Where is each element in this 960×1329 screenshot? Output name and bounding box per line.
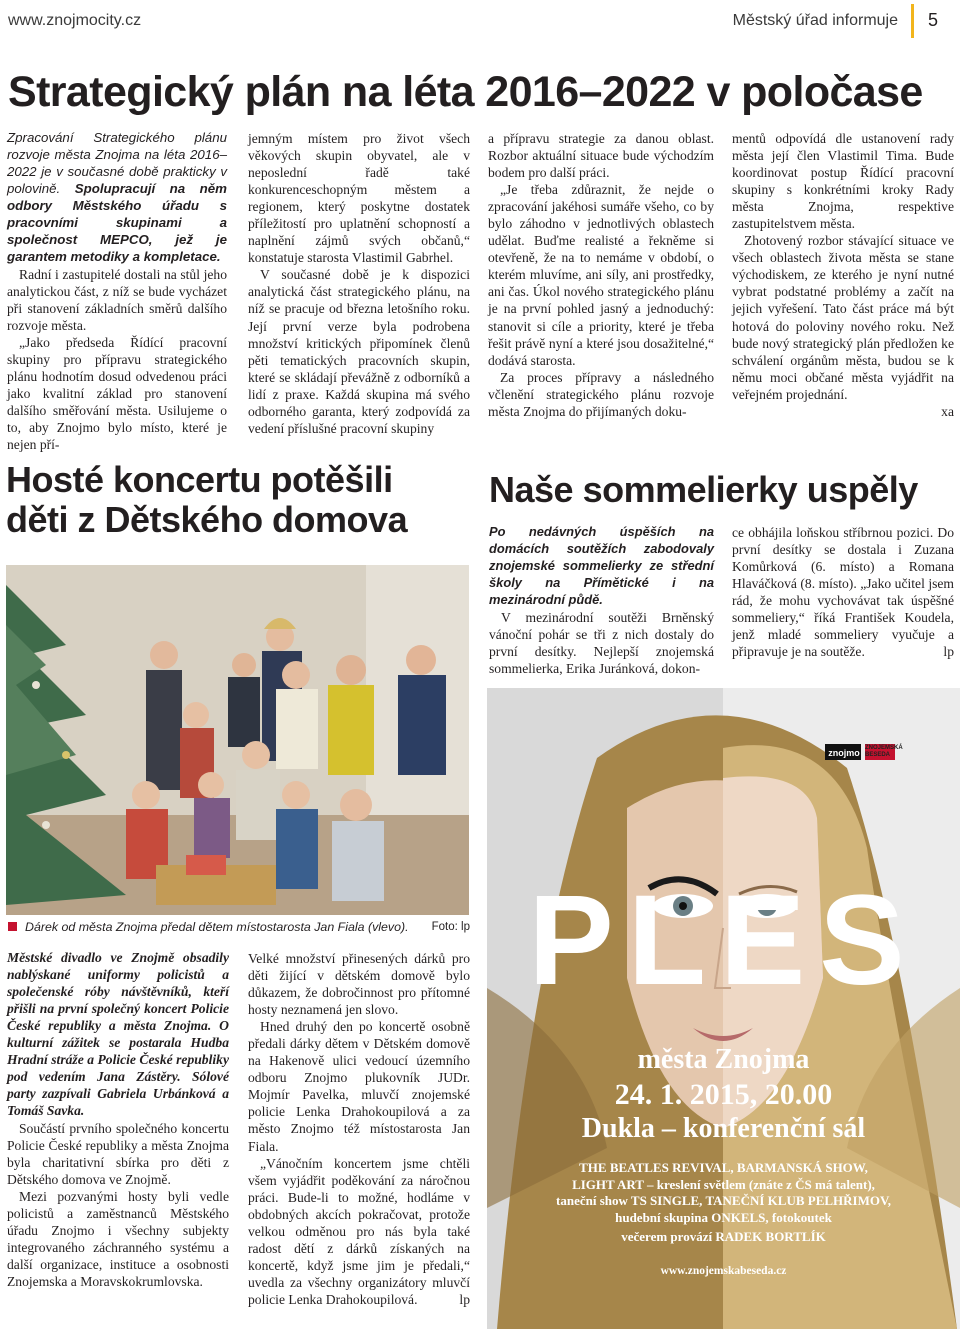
poster-program-line: taneční show TS SINGLE, TANEČNÍ KLUB PELHŘIMOV, [556, 1193, 891, 1208]
article3-paragraph [732, 524, 954, 660]
article2-signature: lp [459, 1291, 470, 1307]
poster-big-title: PLES [528, 869, 919, 1012]
article2-paragraph: Mezi pozvanými hosty byli vedle policistů a zaměstnanců Městského úřadu Znojmo i všechny subjekty integrovaného záchranného systému a další organizace, instituce a osobnosti Znojemska a Moravskokrumlovska. [7, 1188, 229, 1289]
poster-line1: města Znojma [637, 1044, 810, 1075]
article1-paragraph: „Jako předseda Řídící pracovní skupiny pro přípravu strategického plánu hodnotím dosud odvedenou práci jako kvalitní základ pro stanovení dalšího směřování města. Usilujeme o to, aby Znojmo bylo místo, které je nejen pří- [7, 334, 227, 453]
article1-signature: xa [941, 403, 954, 419]
article2-title-line1: Hosté koncertu potěšili [6, 459, 393, 500]
poster-logo-beseda [865, 745, 903, 759]
poster-program-line: hudební skupina ONKELS, fotokoutek [615, 1209, 832, 1225]
article1-paragraph: a přípravu strategie za danou oblast. Rozbor aktuální situace bude východzím bodem pro další práci. [488, 131, 714, 181]
ball-poster [487, 688, 960, 1329]
poster-program-line: THE BEATLES REVIVAL, BARMANSKÁ SHOW, [579, 1160, 868, 1175]
article2-title-line2: děti z Dětského domova [6, 499, 408, 540]
article2-paragraph [248, 1155, 470, 1308]
article3-lead: Po nedávných úspěších na domácích soutěžích zabodovaly znojemské sommelierky ze střední školy na Přímětické i na mezinárodní půdě. [489, 524, 714, 607]
children-home-photo [6, 565, 469, 915]
poster-program-line: LIGHT ART – kreslení světlem (znáte z ČS má talent), [572, 1176, 875, 1192]
article1-paragraph: „Je třeba zdůraznit, že nejde o zpracování jakéhosi sumáře všeho, co by bylo záhodno v jednotlivých oblastech udělat. Buďme realisté a řekněme si otevřeně, že na to nemáme v období, o kterém mluvíme, ani síly, ani prostředky, ani čas. Úkol nového strategického plánu je na první pohled jasný a jednoduchý: stanovit si cíle a priority, které je třeba řešit právě nyní a které jsou dosažitelné,“ dodává starosta. [488, 182, 714, 368]
photo-credit: Foto: lp [431, 921, 470, 933]
article1-column-1 [7, 130, 227, 453]
article1-column-3 [488, 130, 714, 440]
article1-lead-bold: Spolupracují na něm odbory Městského úřadu s pracovními skupinami a společnost MEPCO, jež je garantem metodiky a kompletace. [7, 180, 227, 264]
article3-column-1 [489, 524, 714, 684]
poster-logo-beseda-line1: ZNOJEMSKÁ [865, 745, 903, 751]
article1-column-2 [248, 130, 470, 440]
article2-paragraph: Velké množství přinesených dárků pro děti žijící v dětském domově bylo důkazem, že dobročinnost pro přítomné hosty neznamená jen slovo. [248, 951, 470, 1018]
article1-lead [7, 130, 227, 266]
article1-paragraph: V současné době je k dispozici analytická část strategického plánu, na níž se pracuje od března letošního roku. Její první verze byla podrobena množství kritických připomínek členů pěti tematických pracovních skupin, které se skládají převážně z odborníků a lidí z praxe. Každá skupina má svého odborného garanta, který zodpovídá za vedení příslušné pracovní skupiny [248, 267, 470, 436]
article1-paragraph: Za proces přípravy a následného včlenění strategického plánu rozvoje města Znojma do přijímaných doku- [488, 369, 714, 419]
caption-marker [8, 922, 17, 931]
article2-lead: Městské divadlo ve Znojmě obsadily nablýskané uniformy policistů a společenské róby návštěvníků, kteří přišli na první společný koncert Policie České republiky a města Znojma. O kulturní zážitek se postarala Hudba Hradní stráže a Policie České republiky pod vedením Jana Zástěry. Sólové party zazpívali Gabriela Urbánková a Tomáš Savka. [7, 950, 229, 1118]
article3-title: Naše sommelierky uspěly [489, 469, 918, 510]
article2-paragraph: Součástí prvního společného koncertu Policie České republiky a města Znojma byla charitativní sbírka pro děti z Dětského domova ve Znojmě. [7, 1120, 229, 1187]
poster-website[interactable]: www.znojemskabeseda.cz [660, 1265, 787, 1277]
article3-paragraph: V mezinárodní soutěži Brněnský vánoční pohár se tři z nich dostaly do první desítky. Nejlepší znojemská sommelierka, Erika Juránková, dokon- [489, 609, 714, 676]
article1-title: Strategický plán na léta 2016–2022 v poločase [8, 68, 923, 116]
article2-column-2 [248, 950, 470, 1329]
article1-paragraph: Zhotovený rozbor stávající situace ve všech oblastech života města se stane východiskem, ze kterého je nyní nutné vybrat podstatné problémy a začít na jejich vyřešení. Tato část práce má být hotová do poloviny nového roku. Než bude nový strategický plán předložen ke schválení orgánům města, budou se k němu moci občané města vyjádřit na veřejném projednání. [732, 233, 954, 402]
header-section: Městský úřad informuje [732, 12, 898, 29]
poster-host: večerem provází RADEK BORTLÍK [621, 1229, 826, 1244]
poster-logo-znojmo: znojmo [828, 748, 860, 758]
poster-venue: Dukla – konferenční sál [581, 1113, 866, 1144]
article1-paragraph: jemným místem pro život všech věkových skupin obyvatel, ale v neposlední řadě také konkurenceschopným městem a regionem, který poskytne dostatek příležitostí pro uplatnění schopností a naplnění zájmů svých občanů,“ konstatuje starosta Vlastimil Gabrhel. [248, 131, 470, 266]
article3-signature: lp [943, 644, 954, 660]
poster-date: 24. 1. 2015, 20.00 [614, 1078, 833, 1111]
article2-title [6, 460, 476, 540]
page-number: 5 [928, 10, 939, 30]
header-website[interactable]: www.znojmocity.cz [8, 12, 142, 29]
header-divider [911, 4, 914, 38]
article2-paragraph: Hned druhý den po koncertě osobně předali dárky dětem v Dětském domově na Hakenově ulici vedoucí územního odboru Znojmo plukovník JUDr. Mojmír Pavelka, mluvčí znojemské policie Lenka Drahokoupilová a za město Znojmo též místostarosta Jan Fiala. [248, 1019, 470, 1154]
article1-paragraph: Radní i zastupitelé dostali na stůl jeho analytickou část, z níž se bude vycházet při stanovení základních směrů dalšího rozvoje města. [7, 266, 227, 333]
article1-column-4 [732, 130, 954, 440]
article1-paragraph: mentů odpovídá dle ustanovení rady města její člen Vlastimil Tima. Bude koordinovat postup Řídící pracovní skupiny s konkrétními kroky Rady města Znojma, respektive zastupitelstvem města. [732, 131, 954, 232]
poster-program [487, 1160, 960, 1226]
article2-column-1 [7, 950, 229, 1329]
photo-caption [8, 920, 470, 934]
article3-column-2 [732, 524, 954, 684]
article1-lead-light: Zpracování Strategického plánu rozvoje města Znojma na léta 2016–2022 je v současné době prakticky v polovině. [7, 130, 227, 196]
article2-paragraph-text: „Vánočním koncertem jsme chtěli všem vyjádřit poděkování za náročnou práci. Bude-li to možné, hodláme v obdobných akcích pokračovat, protože velkou odměnou pro nás byla také radost dětí z dárků získaných na koncertě, když jsme jim je předali,“ uvedla za všechny organizátory mluvčí policie Lenka Drahokoupilová. [248, 1155, 470, 1307]
poster-logo-beseda-line2: BESEDA [865, 752, 891, 758]
article3-paragraph-text: ce obhájila loňskou stříbrnou pozici. Do první desítky se dostala i Zuzana Komůrková (6. místo) a Romana Hlaváčková (8. místo). „Jako učitel jsem rád, že mohu vychovávat tak úspěšné sommeliery,“ říká František Koudela, jenž mladé sommeliery vyučuje a připravuje je na soutěže. [732, 525, 954, 660]
caption-text: Dárek od města Znojma předal dětem místostarosta Jan Fiala (vlevo). [25, 920, 409, 934]
photo-illustration [6, 565, 469, 915]
